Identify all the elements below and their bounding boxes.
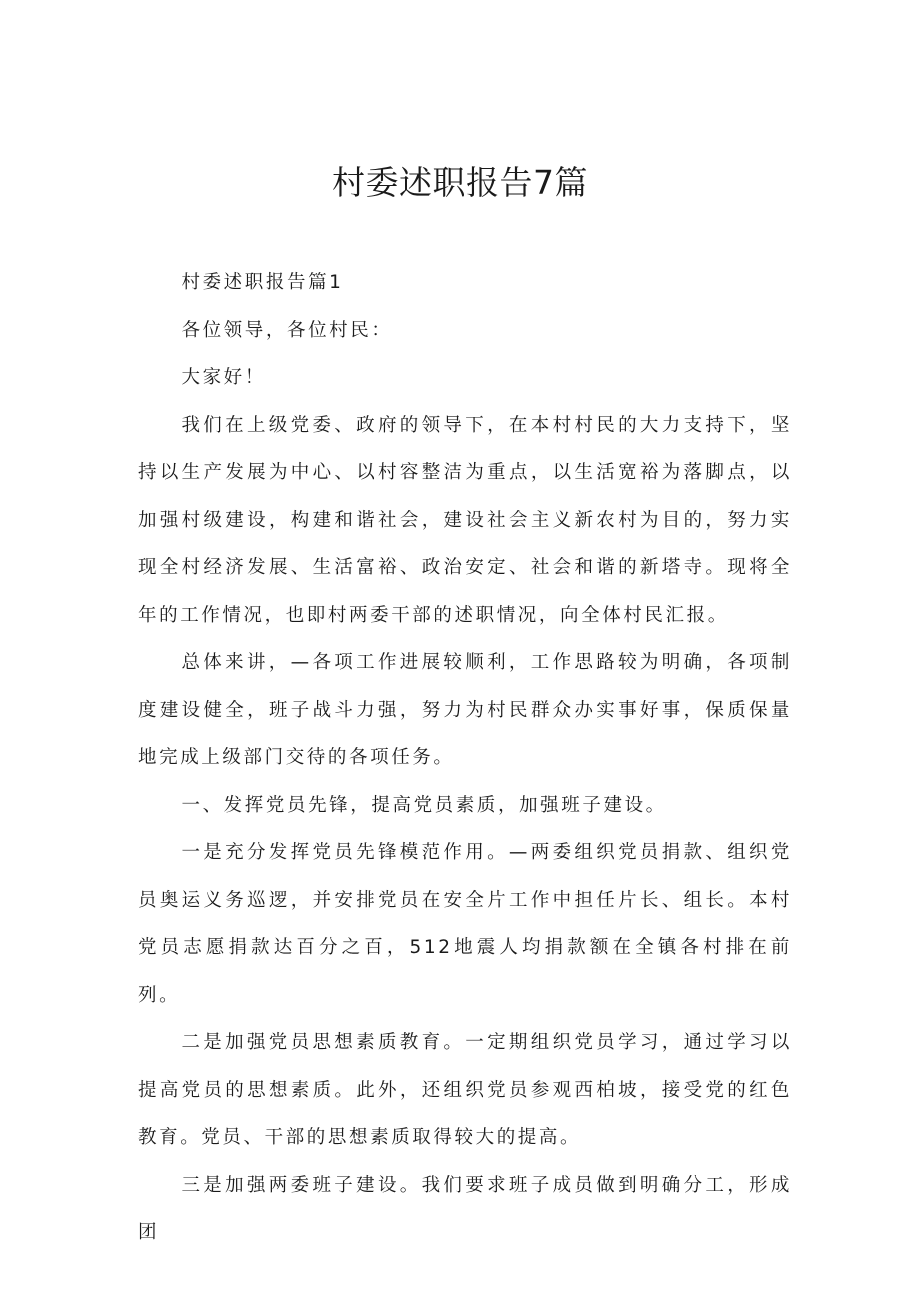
document-title: 村委述职报告7篇	[332, 163, 588, 202]
paragraph-point-two: 二是加强党员思想素质教育。一定期组织党员学习，通过学习以提高党员的思想素质。此外，还组织党员参观西柏坡，接受党的红色教育。党员、干部的思想素质取得较大的提高。	[138, 1032, 792, 1148]
document-body	[138, 259, 792, 1257]
paragraph-point-one: 一是充分发挥党员先锋模范作用。—两委组织党员捐款、组织党员奥运义务巡逻，并安排党员在安全片工作中担任片长、组长。本村党员志愿捐款达百分之百，512地震人均捐款额在全镇各村排在前列。	[138, 842, 792, 1006]
greeting: 大家好！	[181, 367, 266, 388]
paragraph-point-three: 三是加强两委班子建设。我们要求班子成员做到明确分工，形成团	[138, 1174, 792, 1243]
paragraph-intro: 我们在上级党委、政府的领导下，在本村村民的大力支持下，坚持以生产发展为中心、以村容整洁为重点，以生活宽裕为落脚点，以加强村级建设，构建和谐社会，建设社会主义新农村为目的，努力实现全村经济发展、生活富裕、政治安定、社会和谐的新塔寺。现将全年的工作情况，也即村两委干部的述职情况，向全体村民汇报。	[138, 414, 792, 626]
salutation: 各位领导，各位村民：	[181, 319, 393, 341]
paragraph-overview: 总体来讲，—各项工作进展较顺利，工作思路较为明确，各项制度建设健全，班子战斗力强，努力为村民群众办实事好事，保质保量地完成上级部门交待的各项任务。	[138, 652, 792, 768]
subheading-party-members: 一、发挥党员先锋，提高党员素质，加强班子建设。	[181, 794, 667, 816]
section-heading: 村委述职报告篇1	[181, 272, 344, 293]
